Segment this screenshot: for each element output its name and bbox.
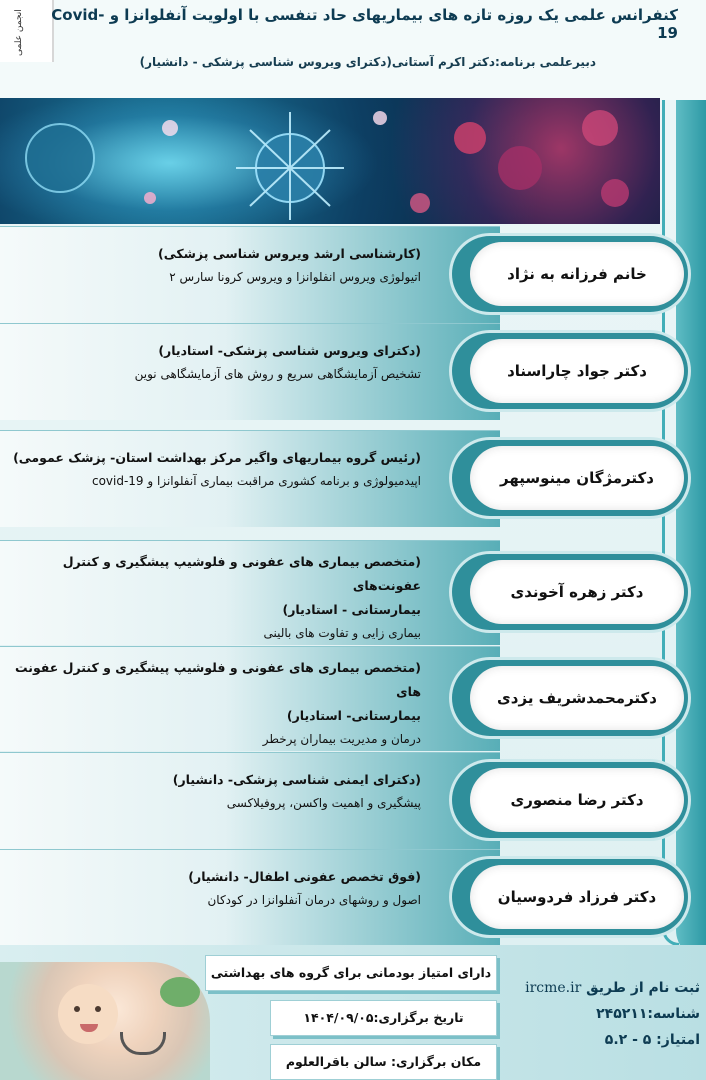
event-id: شناسه:۲۴۵۲۱۱ <box>596 1006 700 1022</box>
speaker-name: دکتر رضا منصوری <box>510 791 644 809</box>
venue-box: مکان برگزاری: سالن باقرالعلوم <box>270 1044 497 1080</box>
virus-banner-image <box>0 98 660 224</box>
speaker-role: بیمارستانی - استادیار) <box>282 602 421 617</box>
logo-text: انجمن علمی <box>14 9 24 56</box>
speaker-role: (دکترای ایمنی شناسی پزشکی- دانشیار) <box>172 772 421 787</box>
speaker-role: بیمارستانی- استادیار) <box>286 708 421 723</box>
register-link[interactable]: ircme.ir <box>525 980 582 996</box>
speaker-role: (متخصص بیماری های عفونی و فلوشیپ پیشگیری و کنترل عفونت های <box>15 660 421 699</box>
speaker-topic: اصول و روشهای درمان آنفلوانزا در کودکان <box>207 893 421 907</box>
speaker-topic: اتیولوژی ویروس انفلوانزا و ویروس کرونا سارس ۲ <box>169 270 421 284</box>
points-info-box: دارای امتیاز بودمانی برای گروه های بهداشتی <box>205 955 497 991</box>
speaker-role: (متخصص بیماری های عفونی و فلوشیپ پیشگیری و کنترل عفونت‌های <box>62 554 421 593</box>
speaker-name: خانم فرزانه به نژاد <box>507 265 647 283</box>
speaker-description <box>11 656 421 750</box>
event-score: امتیاز: ۵ - ۵.۲ <box>604 1032 700 1048</box>
speaker-row <box>0 540 706 644</box>
speaker-description <box>11 242 421 288</box>
speaker-topic: بیماری زایی و تفاوت های بالینی <box>263 626 421 640</box>
scientific-secretary: دبیرعلمی برنامه:دکتر اکرم آستانی(دکترای ویروس شناسی پزشکی - دانشیار) <box>139 55 596 69</box>
speaker-row <box>0 226 706 322</box>
speaker-name: دکتر فرزاد فردوسیان <box>497 888 657 906</box>
speaker-topic: اپیدمیولوژی و برنامه کشوری مراقبت بیماری آنفلوانزا و covid-19 <box>91 474 421 488</box>
speaker-name: دکترمژگان مینوسپهر <box>500 469 654 487</box>
registration-info <box>500 975 700 1053</box>
register-label: ثبت نام از طریق <box>586 980 700 996</box>
speaker-row <box>0 849 706 945</box>
speaker-role: (دکترای ویروس شناسی پزشکی- استادیار) <box>158 343 421 358</box>
logo <box>0 0 54 62</box>
event-date-box: تاریخ برگزاری:۱۴۰۴/۰۹/۰۵ <box>270 1000 497 1036</box>
speaker-row <box>0 646 706 750</box>
speaker-name: دکتر جواد چاراسناد <box>507 362 647 380</box>
speaker-description <box>11 339 421 385</box>
speaker-description <box>11 446 421 492</box>
speaker-topic: درمان و مدیریت بیماران پرخطر <box>262 732 421 746</box>
speaker-description <box>11 865 421 911</box>
speaker-topic: پیشگیری و اهمیت واکسن، پروفیلاکسی <box>226 796 421 810</box>
speaker-topic: تشخیص آزمایشگاهی سریع و روش های آزمایشگاهی نوین <box>134 367 421 381</box>
speaker-description <box>11 550 421 644</box>
speaker-row <box>0 752 706 848</box>
speaker-role: (کارشناسی ارشد ویروس شناسی پزشکی) <box>158 246 421 261</box>
speaker-name: دکتر زهره آخوندی <box>510 583 644 601</box>
speaker-row <box>0 430 706 526</box>
page-title: کنفرانس علمی یک روزه تازه های بیماریهای حاد تنفسی با اولویت آنفلوانزا و Covid-19 <box>51 6 678 42</box>
speaker-role: (فوق تخصص عفونی اطفال- دانشیار) <box>188 869 421 884</box>
speaker-row <box>0 323 706 419</box>
baby-photo <box>0 962 210 1080</box>
speaker-description <box>11 768 421 814</box>
header <box>0 0 706 100</box>
speaker-role: (رئیس گروه بیماریهای واگیر مرکز بهداشت استان- پزشک عمومی) <box>13 450 421 465</box>
speaker-name: دکترمحمدشریف یزدی <box>497 689 657 707</box>
